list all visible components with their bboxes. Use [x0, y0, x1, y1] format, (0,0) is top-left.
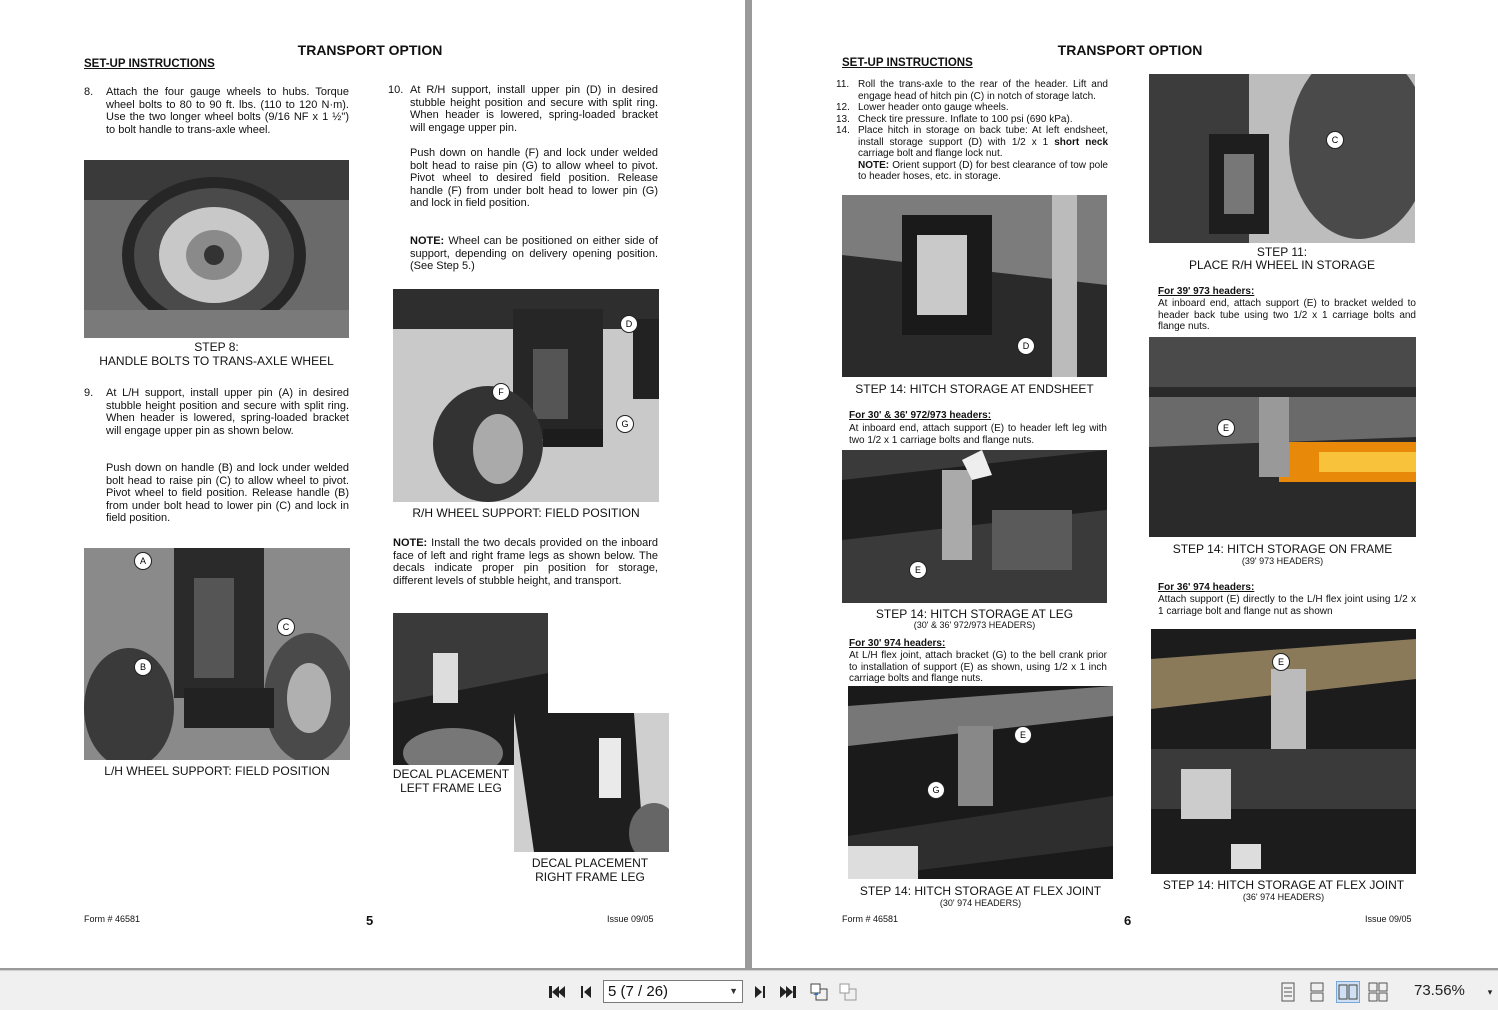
- step-text: carriage bolt and flange lock nut.: [858, 148, 1003, 159]
- step-text: At L/H support, install upper pin (A) in desired stubble height position and secure with split ring. When header is lowered, spring-loaded bracket will engage upper pin as shown below.: [106, 387, 349, 437]
- caption-decal-left-line1: DECAL PLACEMENT: [392, 767, 510, 781]
- step-text: At R/H support, install upper pin (D) in desired stubble height position and secure with split ring. When header is lowered, spring-loaded bracket will engage upper pin.: [410, 84, 658, 134]
- photo-decal-right-leg: [514, 713, 669, 852]
- step-14: [836, 125, 1108, 160]
- photo-hitch-flex-30: [848, 686, 1113, 879]
- callout-g: G: [616, 415, 634, 433]
- photo-lh-wheel-support: [84, 548, 350, 760]
- caption-step11-line1: STEP 11:: [1256, 245, 1308, 259]
- callout-e-flex36: E: [1272, 653, 1290, 671]
- step-number: 14.: [836, 125, 850, 136]
- caption-hitch-leg: STEP 14: HITCH STORAGE AT LEG: [875, 607, 1074, 621]
- footer-form: Form # 46581: [84, 914, 141, 924]
- photo-step8-wheel: [84, 160, 349, 338]
- text-39-973: At inboard end, attach support (E) to bracket welded to header back tube using two 1/2 x 1 carriage bolts and flange nuts.: [1158, 298, 1416, 332]
- zoom-dropdown-icon[interactable]: ▾: [1487, 986, 1493, 997]
- steps-11-14: [836, 79, 1108, 183]
- caption-step8-line2: HANDLE BOLTS TO TRANS-AXLE WHEEL: [99, 354, 334, 368]
- callout-c: C: [1326, 131, 1344, 149]
- photo-hitch-endsheet: [842, 195, 1107, 377]
- step-14-note: [836, 160, 1108, 183]
- callout-e-flex30: E: [1014, 726, 1032, 744]
- callout-d: D: [620, 315, 638, 333]
- caption-decal-right-line2: RIGHT FRAME LEG: [535, 870, 645, 884]
- footer-form: Form # 46581: [842, 914, 899, 924]
- page-number: 6: [1124, 913, 1132, 928]
- step-9: [84, 387, 349, 437]
- caption-hitch-endsheet: STEP 14: HITCH STORAGE AT ENDSHEET: [855, 382, 1094, 396]
- single-page-view-icon[interactable]: [1277, 981, 1299, 1003]
- step-8: [84, 86, 349, 136]
- caption-hitch-flex-36: STEP 14: HITCH STORAGE AT FLEX JOINT: [1162, 878, 1405, 892]
- step-12: [836, 102, 1108, 114]
- heading-30-974: For 30' 974 headers:: [849, 638, 946, 649]
- step-9-paragraph-2: Push down on handle (B) and lock under welded bolt head to raise pin (C) to allow wheel to pivot. Pivot wheel to field position. Release handle (B) from under bolt head to lower pin (C) and lock in field position.: [106, 462, 349, 524]
- step-13: [836, 114, 1108, 126]
- footer-issue: Issue 09/05: [607, 914, 654, 924]
- footer-issue: Issue 09/05: [1365, 914, 1412, 924]
- caption-rh-support: R/H WHEEL SUPPORT: FIELD POSITION: [412, 506, 640, 520]
- first-page-icon[interactable]: [546, 981, 568, 1003]
- note-label: NOTE:: [410, 235, 445, 247]
- callout-e: E: [909, 561, 927, 579]
- zoom-level[interactable]: 73.56%: [1414, 982, 1465, 999]
- last-page-icon[interactable]: [777, 981, 799, 1003]
- section-heading: SET-UP INSTRUCTIONS: [842, 57, 973, 69]
- subcaption-hitch-flex-36: (36' 974 HEADERS): [1242, 892, 1325, 902]
- subcaption-hitch-flex-30: (30' 974 HEADERS): [939, 898, 1022, 908]
- continuous-view-icon[interactable]: [1306, 981, 1328, 1003]
- heading-36-974: For 36' 974 headers:: [1158, 582, 1255, 593]
- step-number: 8.: [84, 86, 94, 98]
- note-text: Orient support (D) for best clearance of tow pole to header hoses, etc. in storage.: [858, 159, 1108, 182]
- heading-30-36-972-973: For 30' & 36' 972/973 headers:: [849, 410, 992, 421]
- step-number: 9.: [84, 387, 94, 399]
- step-10: [388, 84, 658, 134]
- step-text: Roll the trans-axle to the rear of the header. Lift and engage head of hitch pin (C) in notch of storage latch.: [858, 79, 1108, 102]
- go-back-view-icon[interactable]: [808, 981, 830, 1003]
- caption-lh-support: L/H WHEEL SUPPORT: FIELD POSITION: [104, 764, 330, 778]
- page-5: [0, 0, 745, 968]
- page-number-select[interactable]: [603, 980, 743, 1003]
- step-text: Check tire pressure. Inflate to 100 psi (690 kPa).: [858, 113, 1073, 125]
- previous-page-icon[interactable]: [575, 981, 597, 1003]
- text-36-974: Attach support (E) directly to the L/H flex joint using 1/2 x 1 carriage bolt and flange nut as shown: [1158, 594, 1416, 617]
- caption-decal-right-line1: DECAL PLACEMENT: [531, 856, 649, 870]
- note-text: Install the two decals provided on the inboard face of left and right frame legs as shown below. The decals indicate proper pin position for storage, different levels of stubble height, and transport.: [393, 537, 658, 587]
- subcaption-hitch-frame: (39' 973 HEADERS): [1241, 556, 1324, 566]
- step-number: 12.: [836, 102, 850, 113]
- step-text: Lower header onto gauge wheels.: [858, 102, 1009, 113]
- photo-hitch-leg: [842, 450, 1107, 603]
- step-text: Attach the four gauge wheels to hubs. Torque wheel bolts to 80 to 90 ft. lbs. (110 to 120 N·m). Use the two longer wheel bolts (9/16 NF x 1 ½") to bolt handle to trans-axle wheel.: [106, 86, 349, 136]
- callout-c: C: [277, 618, 295, 636]
- step-11: [836, 79, 1108, 102]
- caption-hitch-flex-30: STEP 14: HITCH STORAGE AT FLEX JOINT: [859, 884, 1102, 898]
- note-label: NOTE:: [393, 537, 428, 549]
- chevron-down-icon: ▼: [729, 986, 738, 996]
- callout-a: A: [134, 552, 152, 570]
- step-text: Place hitch in storage on back tube: At left endsheet, install storage support (D) with 1/2 x 1: [858, 125, 1108, 148]
- go-forward-view-icon[interactable]: [837, 981, 859, 1003]
- heading-39-973: For 39' 973 headers:: [1158, 286, 1255, 297]
- photo-rh-wheel-support: [393, 289, 659, 502]
- text-30-36-972-973: At inboard end, attach support (E) to header left leg with two 1/2 x 1 carriage bolts and flange nuts.: [849, 423, 1107, 446]
- step-10-note: [388, 235, 658, 273]
- note-label: NOTE:: [858, 159, 890, 171]
- callout-g: G: [927, 781, 945, 799]
- callout-b: B: [134, 658, 152, 676]
- caption-step8-line1: STEP 8:: [194, 340, 239, 354]
- step-number: 13.: [836, 113, 850, 125]
- caption-decal-left-line2: LEFT FRAME LEG: [400, 781, 502, 795]
- continuous-facing-view-icon[interactable]: [1367, 981, 1389, 1003]
- caption-hitch-frame: STEP 14: HITCH STORAGE ON FRAME: [1172, 542, 1393, 556]
- text-30-974: At L/H flex joint, attach bracket (G) to the bell crank prior to installation of support (E) as shown, using 1/2 x 1 inch carriage bolts and flange nuts.: [849, 650, 1107, 684]
- caption-step11-line2: PLACE R/H WHEEL IN STORAGE: [1188, 258, 1376, 272]
- section-heading: SET-UP INSTRUCTIONS: [84, 58, 215, 70]
- callout-d: D: [1017, 337, 1035, 355]
- page-6: [752, 0, 1498, 968]
- callout-e-frame: E: [1217, 419, 1235, 437]
- step-10-paragraph-2: Push down on handle (F) and lock under welded bolt head to raise pin (G) to allow wheel to pivot. Pivot wheel to desired field position. Release handle (F) from under bolt head to lower pin (G) and lock in field position.: [410, 147, 658, 209]
- navigation-toolbar: [0, 970, 1498, 1010]
- next-page-icon[interactable]: [749, 981, 771, 1003]
- step-number: 10.: [388, 84, 404, 96]
- photo-step11-wheel-storage: [1149, 74, 1415, 243]
- decal-note: [393, 537, 658, 587]
- subcaption-hitch-leg: (30' & 36' 972/973 HEADERS): [913, 620, 1036, 630]
- photo-hitch-frame: [1149, 337, 1416, 537]
- page-title: TRANSPORT OPTION: [1057, 42, 1203, 58]
- callout-f: F: [492, 383, 510, 401]
- page-number: 5: [366, 913, 374, 928]
- page-title: TRANSPORT OPTION: [297, 42, 443, 58]
- note-text: Wheel can be positioned on either side of support, depending on delivery opening position. (See Step 5.): [410, 235, 658, 272]
- page-number-value: 5 (7 / 26): [608, 983, 669, 1000]
- facing-pages-view-icon[interactable]: [1336, 981, 1360, 1003]
- step-number: 11.: [836, 79, 850, 90]
- step-text-bold: short neck: [1054, 136, 1109, 148]
